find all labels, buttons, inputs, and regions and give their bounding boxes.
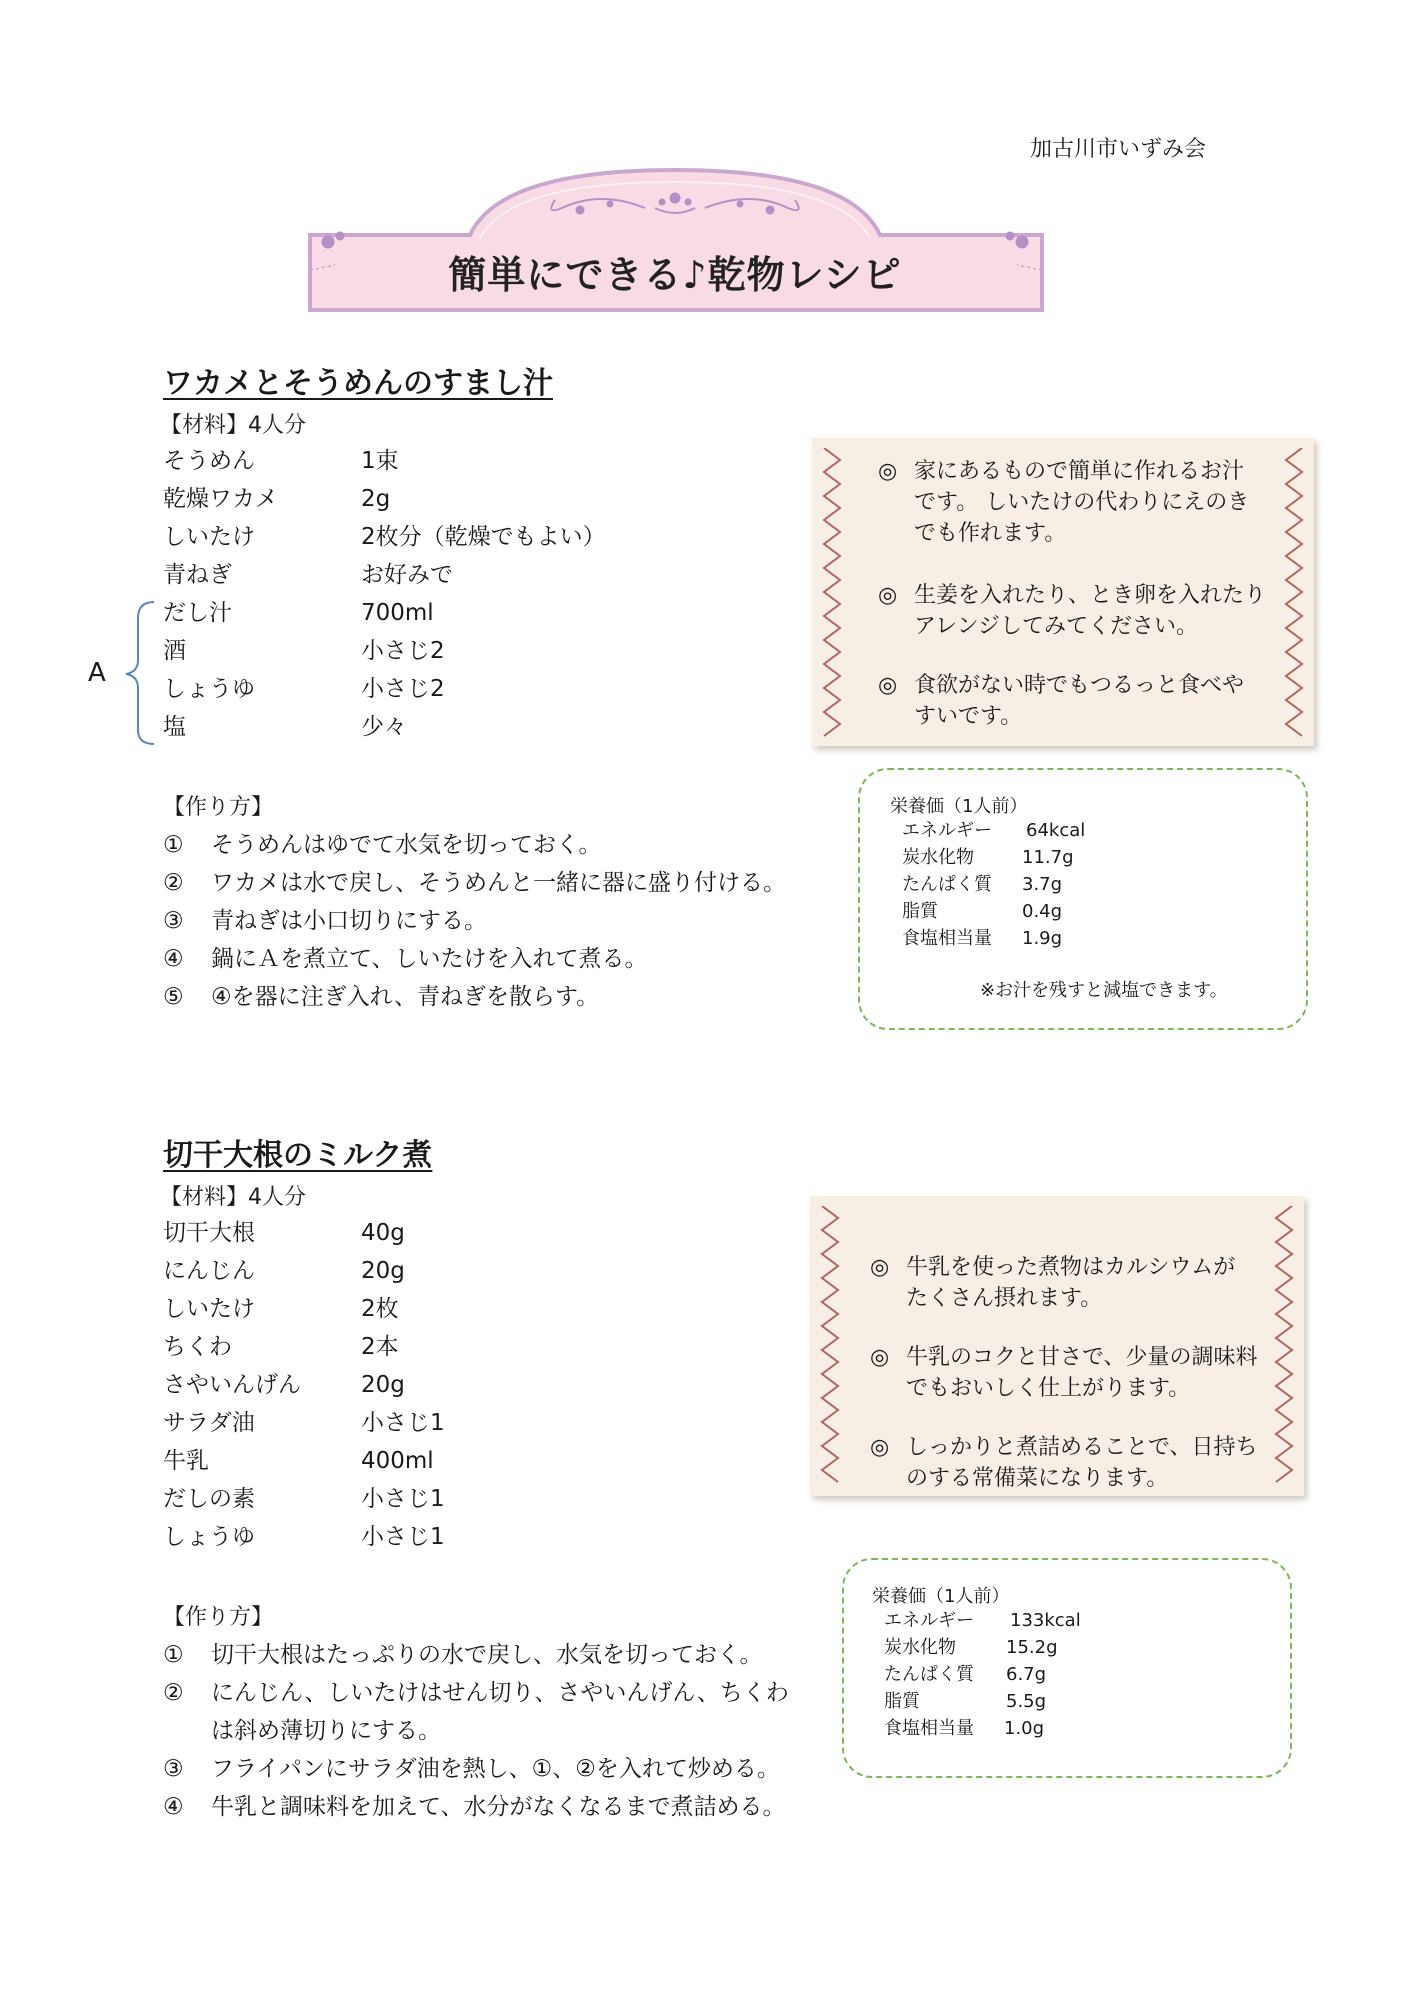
step-number: ④ (163, 946, 184, 972)
tip-line: しっかりと煮詰めることで、日持ち (906, 1435, 1258, 1460)
nutrient-name: たんぱく質 (884, 1664, 974, 1685)
ingredient-name: ちくわ (163, 1334, 232, 1360)
tip-line: のする常備菜になります。 (906, 1466, 1169, 1491)
step-text: 青ねぎは小口切りにする。 (211, 908, 487, 934)
tip-line: 家にあるもので簡単に作れるお汁 (914, 459, 1245, 484)
ingredient-amount: 小さじ2 (361, 676, 445, 702)
ingredient-name: 乾燥ワカメ (163, 486, 278, 512)
tip-line: でも作れます。 (914, 521, 1067, 546)
title-banner (300, 160, 1050, 320)
ingredient-name: にんじん (163, 1258, 255, 1284)
ingredient-name: 牛乳 (163, 1448, 209, 1474)
tip-line: 牛乳を使った煮物はカルシウムが (906, 1255, 1236, 1280)
nutrient-value: 64kcal (1026, 820, 1086, 841)
nutrient-value: 0.4g (1022, 901, 1063, 922)
ingredient-name: 切干大根 (163, 1220, 255, 1246)
step-number: ② (163, 870, 184, 896)
nutrient-name: たんぱく質 (902, 874, 992, 895)
nutrient-value: 5.5g (1006, 1691, 1047, 1712)
ingredient-amount: 20g (361, 1372, 405, 1398)
nutrient-value: 6.7g (1006, 1664, 1047, 1685)
ingredient-amount: 20g (361, 1258, 405, 1284)
tip-bullet: ◎ (870, 1435, 890, 1460)
tip-bullet: ◎ (878, 673, 898, 698)
ingredient-amount: 小さじ2 (361, 638, 445, 664)
step-text: ワカメは水で戻し、そうめんと一緒に器に盛り付ける。 (211, 870, 786, 896)
tip-line: 牛乳のコクと甘さで、少量の調味料 (906, 1345, 1258, 1370)
nutrient-name: エネルギー (902, 820, 992, 841)
recipe-2-title: 切干大根のミルク煮 (163, 1138, 433, 1173)
step-text: は斜め薄切りにする。 (211, 1718, 441, 1744)
zigzag-right-decoration (1272, 1206, 1296, 1488)
ingredient-amount: 小さじ1 (361, 1410, 445, 1436)
nutrition-heading: 栄養価（1人前） (872, 1586, 1010, 1607)
tip-bullet: ◎ (878, 459, 898, 484)
nutrition-heading: 栄養価（1人前） (890, 796, 1028, 817)
step-text: 牛乳と調味料を加えて、水分がなくなるまで煮詰める。 (211, 1794, 786, 1820)
tip-line: アレンジしてみてください。 (914, 614, 1199, 639)
nutrient-name: エネルギー (884, 1610, 974, 1631)
tips-card-2 (810, 1196, 1304, 1496)
nutrient-name: 脂質 (884, 1691, 920, 1712)
zigzag-left-decoration (820, 448, 844, 738)
recipe-1-title: ワカメとそうめんのすまし汁 (163, 366, 553, 401)
ingredient-amount: 2枚 (361, 1296, 399, 1322)
tip-line: 生姜を入れたり、とき卵を入れたり (914, 583, 1267, 608)
ingredient-amount: 少々 (361, 714, 407, 740)
tip-line: でもおいしく仕上がります。 (906, 1376, 1191, 1401)
ingredient-name: しいたけ (163, 524, 255, 550)
ingredient-amount: 2g (361, 486, 391, 512)
step-text: そうめんはゆでて水気を切っておく。 (211, 832, 602, 858)
tip-bullet: ◎ (870, 1255, 890, 1280)
recipe-1-ingredients-label: 【材料】4人分 (160, 413, 306, 438)
ingredient-amount: 小さじ1 (361, 1486, 445, 1512)
page-title: 簡単にできる♪乾物レシピ (448, 253, 902, 297)
ingredient-amount: 700ml (361, 600, 434, 626)
nutrient-value: 1.0g (1004, 1718, 1045, 1739)
organization-name: 加古川市いずみ会 (1030, 137, 1207, 162)
group-label-a: A (88, 658, 106, 688)
nutrition-box-1 (858, 768, 1308, 1030)
step-text: ④を器に注ぎ入れ、青ねぎを散らす。 (211, 984, 600, 1010)
ingredient-amount: 小さじ1 (361, 1524, 445, 1550)
tips-card-1 (812, 438, 1314, 746)
nutrient-value: 15.2g (1006, 1637, 1058, 1658)
ingredient-name: だしの素 (163, 1486, 255, 1512)
tip-line: すいです。 (914, 704, 1023, 729)
tip-line: 食欲がない時でもつるっと食べや (914, 673, 1245, 698)
step-text: 鍋にＡを煮立て、しいたけを入れて煮る。 (211, 946, 648, 972)
nutrient-name: 炭水化物 (884, 1637, 956, 1658)
step-number: ③ (163, 1756, 184, 1782)
ingredient-name: 塩 (163, 714, 186, 740)
nutrient-name: 脂質 (902, 901, 938, 922)
nutrient-name: 食塩相当量 (902, 928, 992, 949)
tip-bullet: ◎ (878, 583, 898, 608)
ingredient-name: しいたけ (163, 1296, 255, 1322)
zigzag-left-decoration (818, 1206, 842, 1488)
ingredient-name: さやいんげん (163, 1372, 301, 1398)
ingredient-name: しょうゆ (163, 1524, 255, 1550)
step-text: フライパンにサラダ油を熱し、①、②を入れて炒める。 (211, 1756, 780, 1782)
nutrient-value: 133kcal (1010, 1610, 1081, 1631)
ingredient-name: そうめん (163, 448, 255, 474)
nutrient-value: 1.9g (1022, 928, 1063, 949)
recipe-2-ingredients-label: 【材料】4人分 (160, 1185, 306, 1210)
step-number: ① (163, 832, 184, 858)
ingredient-name: しょうゆ (163, 676, 255, 702)
ingredient-amount: お好みで (361, 562, 453, 588)
recipe-2-method-label: 【作り方】 (163, 1605, 274, 1630)
nutrient-value: 3.7g (1022, 874, 1063, 895)
step-number: ④ (163, 1794, 184, 1820)
nutrient-name: 炭水化物 (902, 847, 974, 868)
step-number: ③ (163, 908, 184, 934)
nutrient-name: 食塩相当量 (884, 1718, 974, 1739)
ingredient-amount: 2本 (361, 1334, 399, 1360)
step-text: にんじん、しいたけはせん切り、さやいんげん、ちくわ (211, 1680, 789, 1706)
nutrition-note: ※お汁を残すと減塩できます。 (980, 980, 1228, 1001)
ingredient-amount: 1束 (361, 448, 399, 474)
ingredient-amount: 40g (361, 1220, 405, 1246)
nutrition-box-2 (842, 1558, 1292, 1778)
nutrient-value: 11.7g (1022, 847, 1074, 868)
recipe-1-method-label: 【作り方】 (163, 795, 274, 820)
step-number: ② (163, 1680, 184, 1706)
group-bracket (112, 598, 162, 748)
ingredient-name: 青ねぎ (163, 562, 232, 588)
ingredient-amount: 400ml (361, 1448, 434, 1474)
step-text: 切干大根はたっぷりの水で戻し、水気を切っておく。 (211, 1642, 763, 1668)
ingredient-name: サラダ油 (163, 1410, 255, 1436)
ingredient-amount: 2枚分（乾燥でもよい） (361, 524, 606, 550)
tip-line: です。 しいたけの代わりにえのき (914, 490, 1250, 515)
step-number: ① (163, 1642, 184, 1668)
ingredient-name: だし汁 (163, 600, 232, 626)
tip-bullet: ◎ (870, 1345, 890, 1370)
step-number: ⑤ (163, 984, 184, 1010)
ingredient-name: 酒 (163, 638, 186, 664)
tip-line: たくさん摂れます。 (906, 1286, 1103, 1311)
zigzag-right-decoration (1282, 448, 1306, 738)
